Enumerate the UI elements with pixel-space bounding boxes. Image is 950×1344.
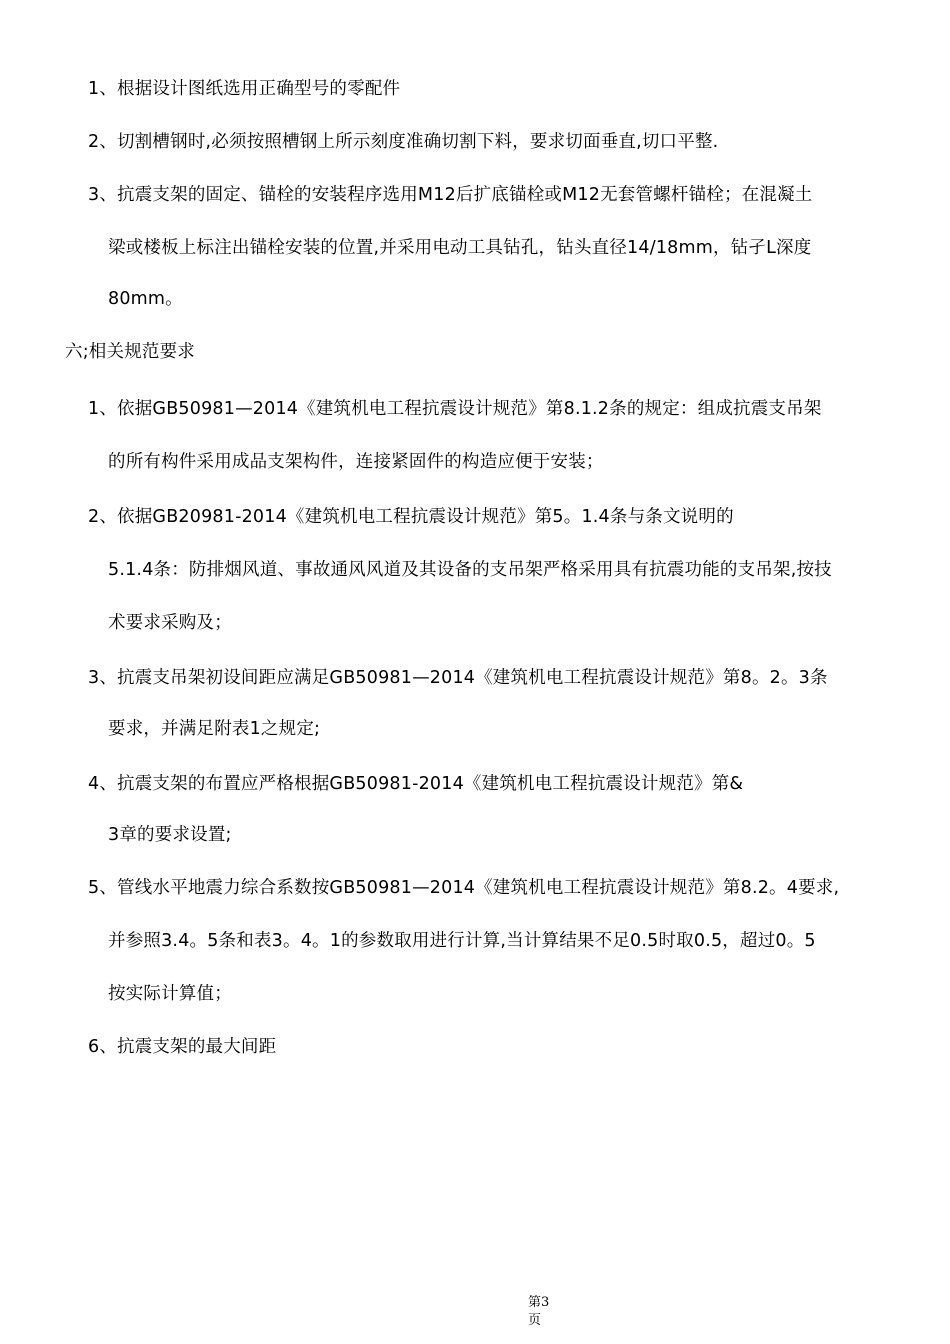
text-line: 5.1.4条：防排烟风道、事故通风风道及其设备的支吊架严格采用具有抗震功能的支吊架,按技	[108, 560, 832, 580]
text-line: 80mm。	[108, 289, 183, 309]
text-line: 术要求采购及；	[108, 613, 232, 633]
text-line: 5、管线水平地震力综合系数按GB50981—2014《建筑机电工程抗震设计规范》第8.2。4要求,	[88, 878, 840, 898]
text-line: 2、切割槽钢时,必须按照槽钢上所示刻度准确切割下料，要求切面垂直,切口平整.	[88, 132, 719, 152]
text-line: 3、抗震支吊架初设间距应满足GB50981—2014《建筑机电工程抗震设计规范》第8。2。3条	[88, 668, 828, 688]
text-line: 要求，并满足附表1之规定;	[108, 719, 321, 739]
text-line: 1、依据GB50981—2014《建筑机电工程抗震设计规范》第8.1.2条的规定：组成抗震支吊架	[88, 399, 822, 419]
section-heading: 六;相关规范要求	[65, 342, 195, 362]
text-line: 1、根据设计图纸选用正确型号的零配件	[88, 79, 401, 99]
text-line: 3、抗震支架的固定、锚栓的安装程序选用M12后扩底锚栓或M12无套管螺杆锚栓；在混凝土	[88, 185, 813, 205]
text-line: 并参照3.4。5条和表3。4。1的参数取用进行计算,当计算结果不足0.5时取0.5，超过0。5	[108, 931, 816, 951]
text-line: 6、抗震支架的最大间距	[88, 1037, 277, 1057]
page-number-suffix: 页	[528, 1313, 542, 1328]
page-number: 第3	[528, 1295, 550, 1310]
text-line: 3章的要求设置;	[108, 825, 232, 845]
text-line: 梁或楼板上标注出锚栓安装的位置,并采用电动工具钻孔，钻头直径14/18mm，钻孑L深度	[108, 238, 812, 258]
text-line: 4、抗震支架的布置应严格根据GB50981-2014《建筑机电工程抗震设计规范》第&	[88, 774, 744, 794]
text-line: 的所有构件采用成品支架构件，连接紧固件的构造应便于安装；	[108, 452, 604, 472]
text-line: 2、依据GB20981-2014《建筑机电工程抗震设计规范》第5。1.4条与条文说明的	[88, 507, 734, 527]
text-line: 按实际计算值；	[108, 984, 232, 1004]
